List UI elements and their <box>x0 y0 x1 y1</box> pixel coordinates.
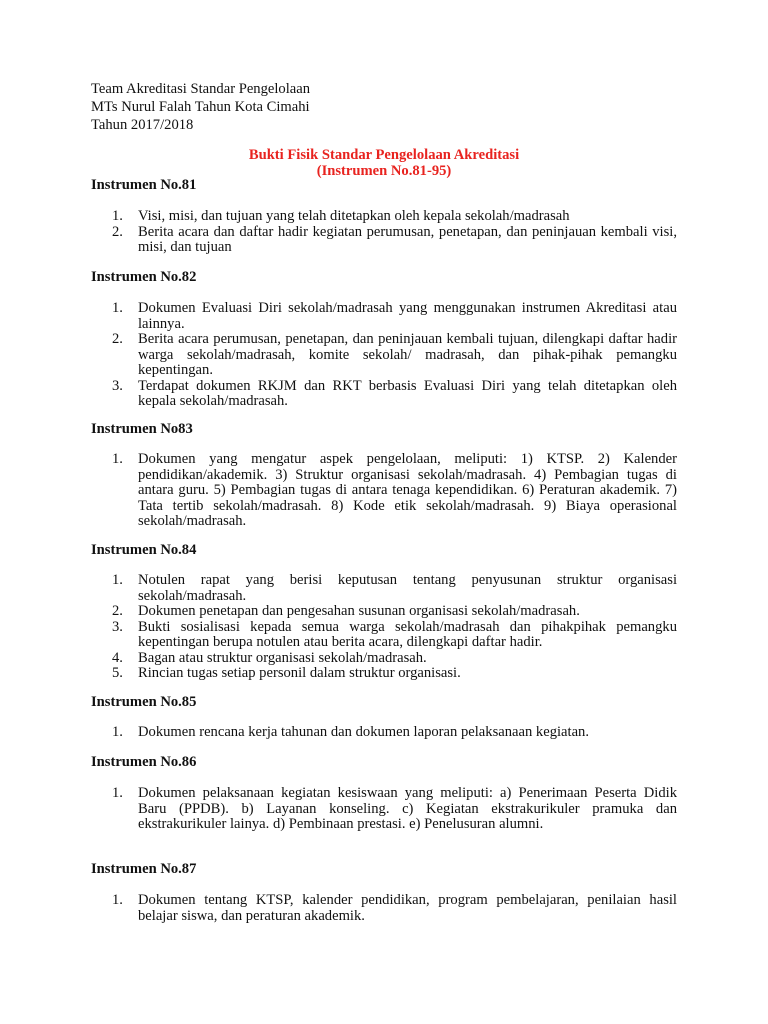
item-number: 2. <box>112 223 123 240</box>
document-title <box>91 147 677 179</box>
item-text: Rincian tugas setiap personil dalam struktur organisasi. <box>138 665 461 681</box>
section-list <box>91 893 677 924</box>
item-number: 2. <box>112 331 123 347</box>
list-item <box>91 725 677 741</box>
section-heading: Instrumen No.84 <box>91 542 197 558</box>
item-number: 2. <box>112 603 123 619</box>
item-number: 1. <box>112 300 123 316</box>
list-item <box>91 651 677 667</box>
section-list <box>91 573 677 682</box>
item-text: Terdapat dokumen RKJM dan RKT berbasis Evaluasi Diri yang telah ditetapkan oleh kepala sekolah/madrasah. <box>138 377 677 409</box>
item-text: Dokumen rencana kerja tahunan dan dokumen laporan pelaksanaan kegiatan. <box>138 724 590 740</box>
list-item <box>91 786 677 833</box>
item-text: Dokumen Evaluasi Diri sekolah/madrasah yang menggunakan instrumen Akreditasi atau lainnya. <box>138 300 677 332</box>
section-heading: Instrumen No.81 <box>91 177 197 193</box>
list-item <box>91 666 677 682</box>
list-item <box>91 301 677 332</box>
header-team: Team Akreditasi Standar Pengelolaan <box>91 81 311 97</box>
list-item <box>91 225 677 256</box>
section-list <box>91 452 677 530</box>
item-text: Berita acara dan daftar hadir kegiatan perumusan, penetapan, dan peninjauan kembali visi, misi, dan tujuan <box>138 223 677 255</box>
list-item <box>91 604 677 620</box>
title-line-2: (Instrumen No.81-95) <box>316 163 452 179</box>
item-text: Notulen rapat yang berisi keputusan tentang penyusunan struktur organisasi sekolah/madrasah. <box>138 572 677 604</box>
section-list <box>91 209 677 256</box>
list-item <box>91 379 677 410</box>
item-number: 1. <box>112 785 123 801</box>
list-item <box>91 893 677 924</box>
list-item <box>91 332 677 379</box>
item-number: 1. <box>112 892 123 908</box>
item-number: 4. <box>112 649 123 666</box>
document-header <box>91 80 310 134</box>
item-text: Dokumen yang mengatur aspek pengelolaan, meliputi: 1) KTSP. 2) Kalender pendidikan/akademik. 3) Struktur organisasi sekolah/madrasah. 4) Pembagian tugas di antara guru. 5) Pembagian tugas di antara tenaga kependidikan. 6) Peraturan akademik. 7) Tata tertib sekolah/madrasah. 8) Kode etik sekolah/madrasah. 9) Biaya operasional sekolah/madrasah. <box>138 451 677 529</box>
item-number: 3. <box>112 377 123 394</box>
item-text: Visi, misi, dan tujuan yang telah ditetapkan oleh kepala sekolah/madrasah <box>138 208 570 224</box>
header-school: MTs Nurul Falah Tahun Kota Cimahi <box>91 99 310 115</box>
section-heading: Instrumen No.87 <box>91 861 197 877</box>
list-item <box>91 573 677 604</box>
section-list <box>91 786 677 833</box>
list-item <box>91 452 677 530</box>
item-number: 5. <box>112 665 123 681</box>
title-line-1: Bukti Fisik Standar Pengelolaan Akreditasi <box>248 147 520 163</box>
item-number: 1. <box>112 451 123 467</box>
item-text: Bagan atau struktur organisasi sekolah/madrasah. <box>138 649 427 666</box>
item-number: 3. <box>112 618 123 635</box>
item-text: Bukti sosialisasi kepada semua warga sekolah/madrasah dan pihakpihak pemangku kepentingan berupa notulen atau berita acara, dilengkapi daftar hadir. <box>138 618 677 650</box>
list-item <box>91 209 677 225</box>
item-number: 1. <box>112 208 123 224</box>
section-heading: Instrumen No.85 <box>91 694 197 710</box>
section-list <box>91 301 677 410</box>
section-heading: Instrumen No.86 <box>91 754 197 770</box>
header-year: Tahun 2017/2018 <box>91 117 194 133</box>
section-heading: Instrumen No83 <box>91 421 193 437</box>
item-text: Berita acara perumusan, penetapan, dan peninjauan kembali tujuan, dilengkapi daftar hadir warga sekolah/madrasah, komite sekolah/ madrasah, dan pihak-pihak pemangku kepentingan. <box>138 331 677 378</box>
item-text: Dokumen pelaksanaan kegiatan kesiswaan yang meliputi: a) Penerimaan Peserta Didik Baru (PPDB). b) Layanan konseling. c) Kegiatan ekstrakurikuler pramuka dan ekstrakurikuler lainya. d) Pembinaan prestasi. e) Penelusuran alumni. <box>138 785 677 832</box>
item-text: Dokumen tentang KTSP, kalender pendidikan, program pembelajaran, penilaian hasil belajar siswa, dan peraturan akademik. <box>138 892 677 924</box>
section-list <box>91 725 677 741</box>
item-number: 1. <box>112 724 123 740</box>
list-item <box>91 620 677 651</box>
item-number: 1. <box>112 572 123 588</box>
item-text: Dokumen penetapan dan pengesahan susunan organisasi sekolah/madrasah. <box>138 603 580 619</box>
section-heading: Instrumen No.82 <box>91 269 197 285</box>
